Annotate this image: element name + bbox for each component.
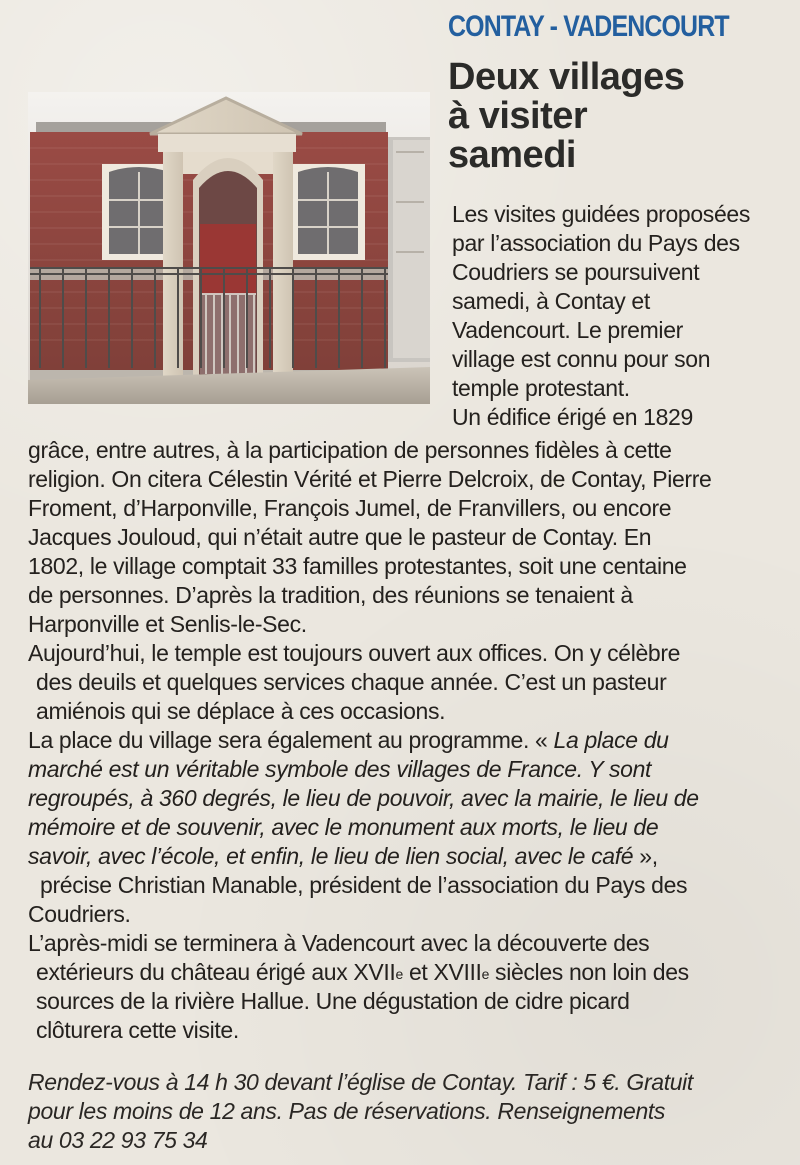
body-line: Coudriers. — [28, 901, 131, 927]
practical-info — [28, 1068, 768, 1155]
body-line: de personnes. D’après la tradition, des réunions se tenaient à — [28, 582, 633, 608]
lead-line: Les visites guidées proposées — [452, 201, 750, 227]
body-line — [28, 842, 772, 871]
body-line — [28, 958, 772, 987]
lead-line: samedi, à Contay et — [452, 288, 650, 314]
body-line-quote-close: », — [633, 843, 658, 869]
headline — [448, 58, 768, 175]
footer-line: au 03 22 93 75 34 — [28, 1127, 208, 1153]
body-line-part: et XVIII — [402, 959, 482, 985]
lead-line: Vadencourt. Le premier — [452, 317, 683, 343]
body-line: amiénois qui se déplace à ces occasions. — [36, 698, 446, 724]
temple-photo-illustration — [28, 92, 430, 404]
body-line-superscript: e — [395, 966, 403, 982]
body-line: Froment, d’Harponville, François Jumel, de Franvillers, ou encore — [28, 495, 672, 521]
lead-line: Un édifice érigé en 1829 — [452, 404, 693, 430]
body-line-quote-start: La place du — [553, 727, 669, 753]
lead-line: temple protestant. — [452, 375, 630, 401]
body-line: sources de la rivière Hallue. Une dégustation de cidre picard — [36, 988, 630, 1014]
body-line: Harponville et Senlis-le-Sec. — [28, 611, 307, 637]
body-line-part: siècles non loin des — [489, 959, 689, 985]
body-line: grâce, entre autres, à la participation de personnes fidèles à cette — [28, 437, 672, 463]
body-line: 1802, le village comptait 33 familles protestantes, soit une centaine — [28, 553, 687, 579]
body-line: Jacques Jouloud, qui n’était autre que le pasteur de Contay. En — [28, 524, 652, 550]
footer-line: Rendez-vous à 14 h 30 devant l’église de Contay. Tarif : 5 €. Gratuit — [28, 1069, 693, 1095]
headline-line-2: à visiter — [448, 95, 588, 137]
headline-line-1: Deux villages — [448, 56, 685, 98]
body-line — [28, 726, 772, 755]
footer-line: pour les moins de 12 ans. Pas de réservations. Renseignements — [28, 1098, 666, 1124]
body-line: précise Christian Manable, président de l’association du Pays des — [40, 872, 688, 898]
lead-paragraph — [452, 200, 772, 432]
body-line: marché est un véritable symbole des villages de France. Y sont — [28, 756, 652, 782]
body-line-superscript: e — [481, 966, 490, 982]
lead-line: par l’association du Pays des — [452, 230, 740, 256]
body-line: Aujourd’hui, le temple est toujours ouvert aux offices. On y célèbre — [28, 640, 681, 666]
body-line: L’après-midi se terminera à Vadencourt avec la découverte des — [28, 930, 650, 956]
lead-line: Coudriers se poursuivent — [452, 259, 700, 285]
body-line: clôturera cette visite. — [36, 1017, 239, 1043]
body-line: regroupés, à 360 degrés, le lieu de pouvoir, avec la mairie, le lieu de — [28, 785, 699, 811]
section-kicker: CONTAY - VADENCOURT — [448, 10, 729, 43]
headline-line-3: samedi — [448, 134, 576, 176]
body-line-part: extérieurs du château érigé aux XVII — [36, 959, 396, 985]
body-line: mémoire et de souvenir, avec le monument aux morts, le lieu de — [28, 814, 659, 840]
temple-photo — [28, 92, 430, 404]
body-line: des deuils et quelques services chaque année. C’est un pasteur — [36, 669, 667, 695]
body-line: religion. On citera Célestin Vérité et Pierre Delcroix, de Contay, Pierre — [28, 466, 712, 492]
body-line-quote-end: savoir, avec l’école, et enfin, le lieu de lien social, avec le café — [28, 843, 634, 869]
body-line-prefix: La place du village sera également au programme. « — [28, 727, 554, 753]
article-body — [28, 436, 772, 1045]
lead-line: village est connu pour son — [452, 346, 711, 372]
